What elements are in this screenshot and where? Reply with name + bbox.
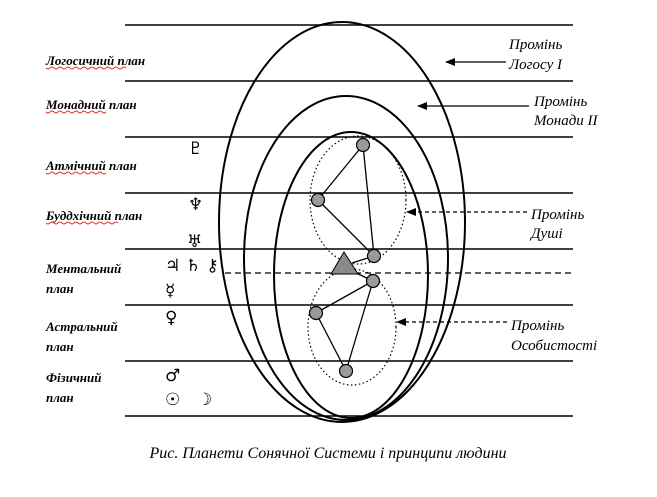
plane-label-physical-line2: план	[46, 390, 74, 405]
plane-label-monadic: Монадний план	[46, 97, 137, 112]
connection	[363, 145, 374, 256]
connection	[318, 145, 363, 200]
node	[340, 365, 353, 378]
dotted-ovals	[308, 136, 406, 385]
plane-label-astral: Астральний	[46, 319, 118, 334]
plane-labels	[45, 53, 145, 405]
uranus-icon: ♅	[187, 232, 203, 252]
ray-personality-label-line1: Промінь	[511, 318, 565, 334]
mercury-icon: ☿	[165, 281, 176, 301]
plane-label-atmic: Атмічний план	[46, 158, 137, 173]
node	[310, 307, 323, 320]
ray-labels	[508, 37, 599, 354]
plane-label-mental-line2: план	[46, 281, 74, 296]
ray-soul-label-line2: Душі	[531, 226, 563, 242]
node	[312, 194, 325, 207]
venus-icon: ♀	[165, 308, 178, 328]
pluto-icon: ♇	[188, 139, 204, 159]
neptune-icon: ♆	[188, 195, 204, 215]
plane-label-mental: Ментальний	[46, 261, 122, 276]
plane-label-astral-line2: план	[46, 339, 74, 354]
plane-label-buddhic: Буддхічний план	[46, 208, 143, 223]
jupiter-saturn-chiron-icons: ♃ ♄ ⚷	[165, 256, 219, 276]
ray-monad-label-line1: Промінь	[534, 94, 588, 110]
mars-icon: ♂	[165, 366, 181, 386]
planet-glyphs	[165, 139, 219, 410]
ray-logos-label-line1: Промінь	[509, 37, 563, 53]
sun-icon: ☉	[165, 390, 181, 410]
plane-label-physical: Фізичний	[46, 370, 102, 385]
ray-personality-label-line2: Особистості	[511, 338, 598, 354]
connection	[316, 313, 346, 371]
plane-divider-lines	[125, 25, 573, 416]
moon-icon: ☽	[197, 390, 213, 410]
ray-monad-label-line2: Монади II	[534, 113, 598, 129]
ray-logos-label-line2: Логосу I	[509, 57, 562, 73]
ray-soul-label-line1: Промінь	[531, 207, 585, 223]
node	[368, 250, 381, 263]
node	[357, 139, 370, 152]
node	[367, 275, 380, 288]
figure-caption: Рис. Планети Сонячної Системи і принципи людини	[149, 445, 507, 462]
plane-label-logoic: Логосичний план	[46, 53, 146, 68]
